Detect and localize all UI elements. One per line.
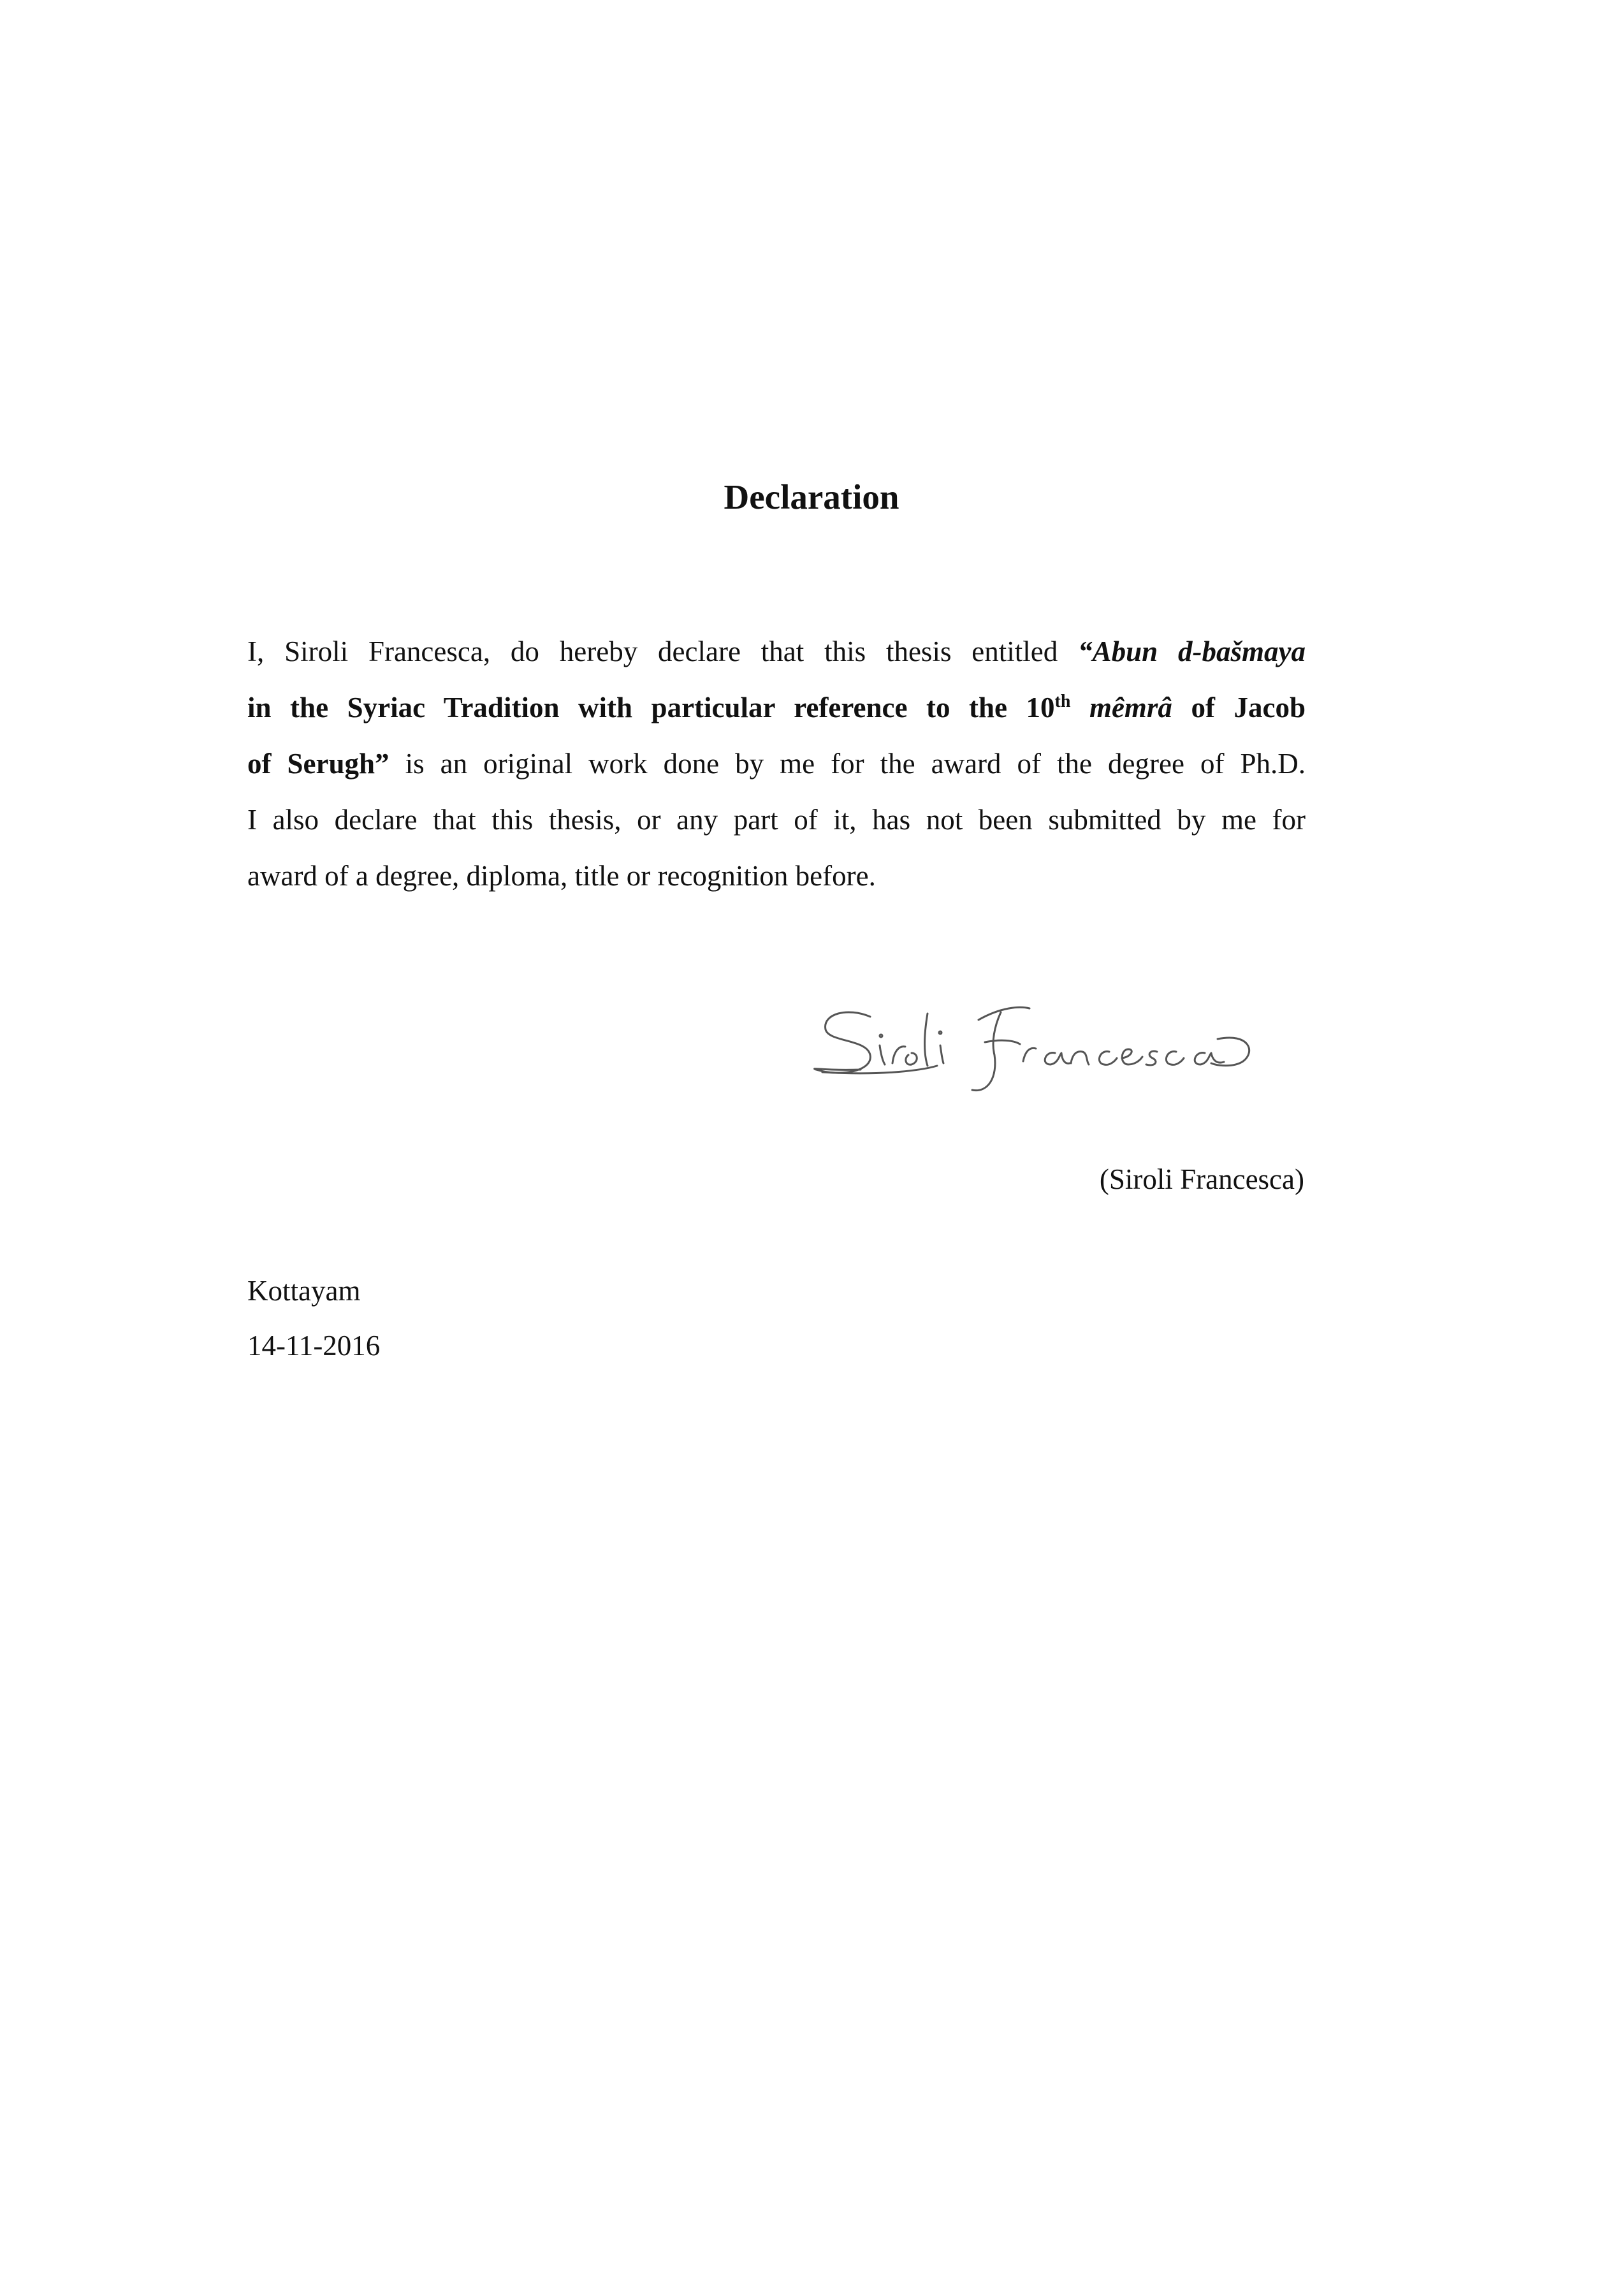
declaration-text-1a: I, Siroli Francesca, do hereby declare that this thesis entitled bbox=[247, 636, 1079, 667]
declaration-paragraph bbox=[247, 623, 1306, 904]
declaration-line-5: award of a degree, diploma, title or recognition before. bbox=[247, 860, 876, 892]
signatory-name: (Siroli Francesca) bbox=[1099, 1163, 1304, 1195]
declaration-line-1 bbox=[247, 623, 1306, 679]
date: 14-11-2016 bbox=[247, 1330, 381, 1362]
declaration-line-2 bbox=[247, 679, 1306, 736]
ordinal-suffix: th bbox=[1054, 692, 1071, 711]
handwritten-signature bbox=[810, 994, 1307, 1096]
thesis-title-middle: in the Syriac Tradition with particular reference to the 10 bbox=[247, 692, 1055, 723]
thesis-title-end: of Serugh” bbox=[247, 748, 389, 780]
thesis-title-start: “Abun d-bašmaya bbox=[1078, 636, 1306, 667]
page-title: Declaration bbox=[724, 477, 899, 516]
thesis-title-jacob: of Jacob bbox=[1172, 692, 1306, 723]
declaration-line-4: I also declare that this thesis, or any part of it, has not been submitted by me for bbox=[247, 804, 1306, 836]
declaration-text-3b: is an original work done by me for the award of the degree of Ph.D. bbox=[389, 748, 1306, 780]
declaration-line-3 bbox=[247, 736, 1306, 792]
thesis-title-memra: mêmrâ bbox=[1070, 692, 1172, 723]
place: Kottayam bbox=[247, 1275, 361, 1307]
